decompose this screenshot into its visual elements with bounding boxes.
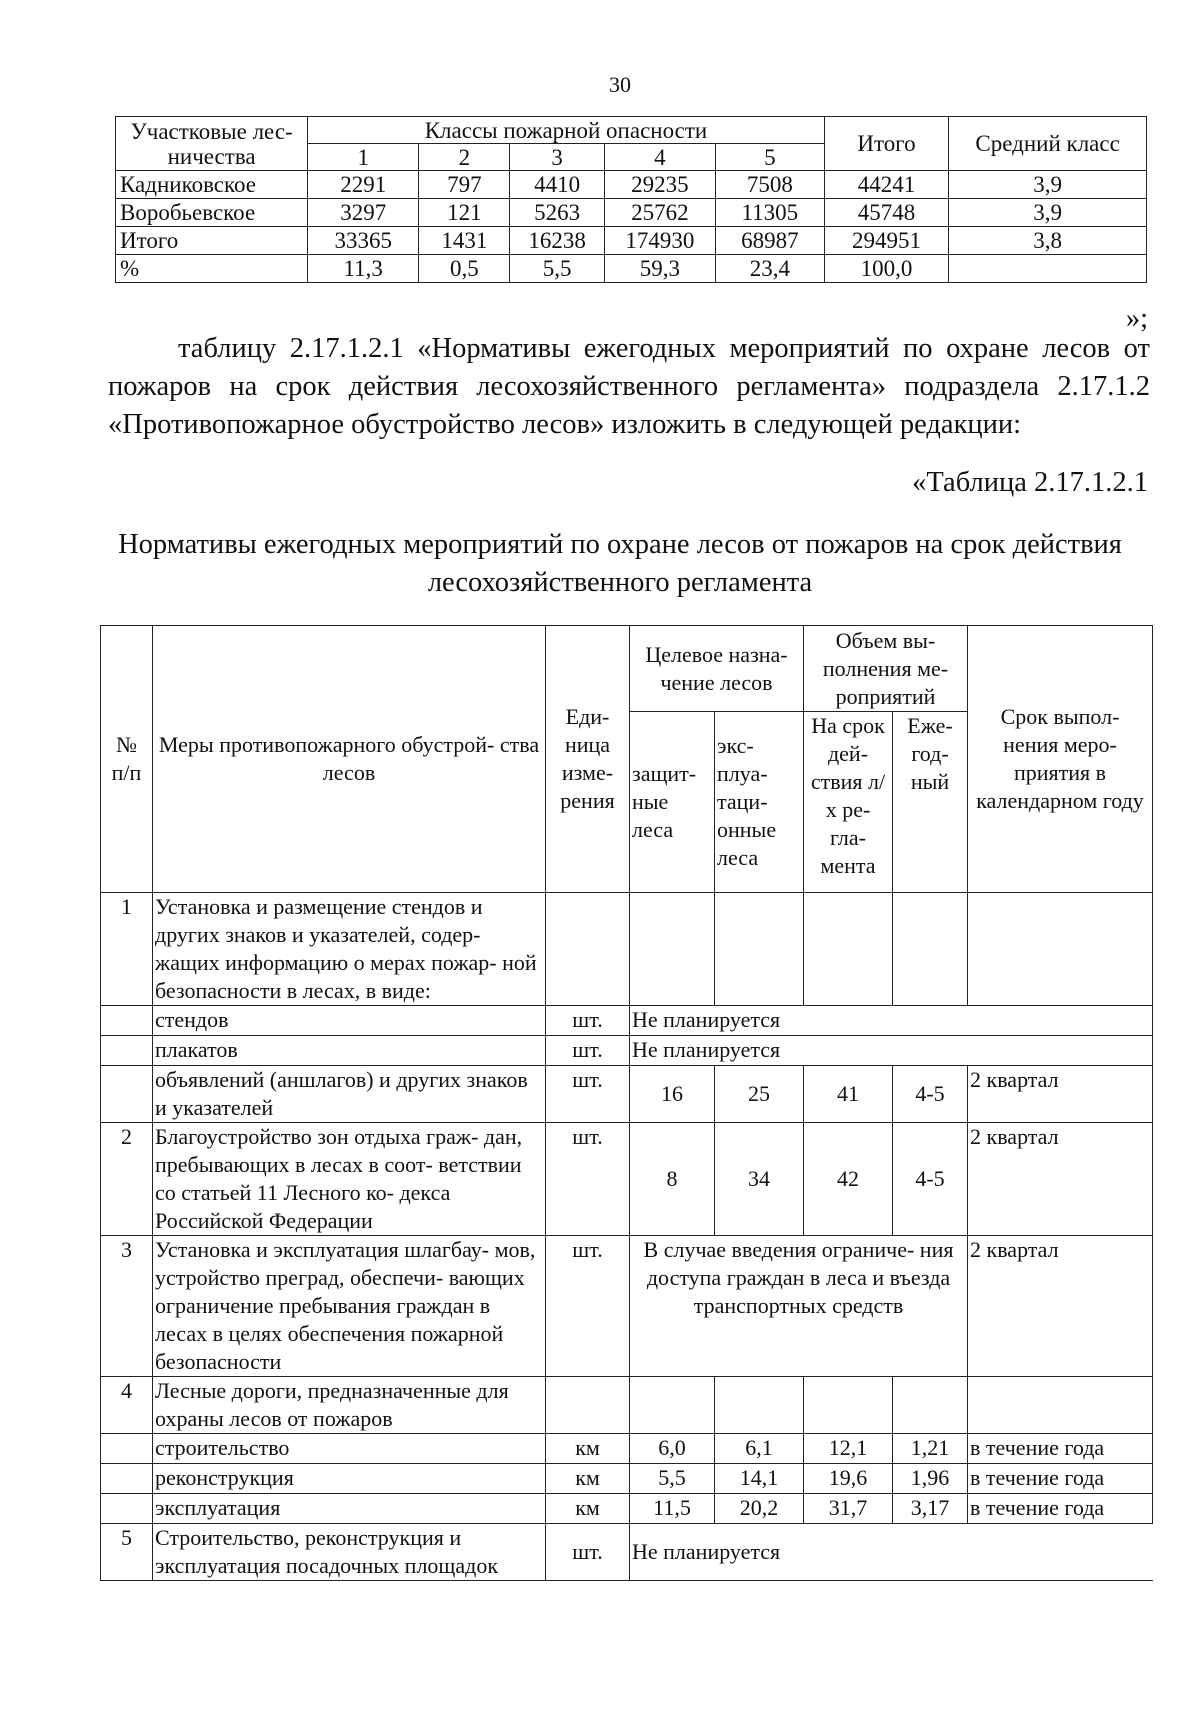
row-note: В случае введения ограниче- ния доступа граждан в леса и въезда транспортных средств — [630, 1236, 968, 1377]
class-5: 5 — [715, 144, 824, 171]
row-num: 1 — [101, 893, 153, 1006]
row-text: реконструкция — [153, 1464, 546, 1494]
row-protective: 8 — [630, 1123, 715, 1236]
class-4: 4 — [604, 144, 715, 171]
amendment-paragraph — [108, 330, 1150, 444]
cell: 121 — [419, 199, 510, 227]
row-term: 12,1 — [804, 1434, 893, 1464]
cell: 4410 — [510, 171, 604, 199]
row-note: Не планируется — [630, 1036, 1153, 1066]
row-text: Установка и размещение стендов и других знаков и указателей, содер- жащих информацию о мерах пожар- ной безопасности в лесах, в виде: — [153, 893, 546, 1006]
header-measures: Меры противопожарного обустрой- ства лесов — [153, 626, 546, 893]
cell: 100,0 — [824, 255, 948, 283]
header-num: № п/п — [101, 626, 153, 893]
header-annual: Еже- год- ный — [893, 712, 968, 893]
row-unit: шт. — [546, 1066, 630, 1123]
row-protective: 11,5 — [630, 1494, 715, 1524]
cell: 1431 — [419, 227, 510, 255]
table-row — [116, 171, 1147, 199]
row-num: 2 — [101, 1123, 153, 1236]
row-note: Не планируется — [630, 1006, 1153, 1036]
row-deadline: 2 квартал — [968, 1066, 1153, 1123]
table-row — [101, 1377, 1153, 1434]
row-text: строительство — [153, 1434, 546, 1464]
row-unit: км — [546, 1464, 630, 1494]
row-text: Установка и эксплуатация шлагбау- мов, устройство преград, обеспечи- вающих ограничение пребывания граждан в лесах в целях обеспечения пожарной безопасности — [153, 1236, 546, 1377]
table-row — [116, 227, 1147, 255]
row-exploitation: 34 — [715, 1123, 804, 1236]
cell — [949, 255, 1147, 283]
row-unit: шт. — [546, 1123, 630, 1236]
row-num: 5 — [101, 1524, 153, 1581]
header-protective: защит- ные леса — [630, 712, 715, 893]
heading-line-1: Нормативы ежегодных мероприятий по охране лесов от пожаров на срок действия — [118, 529, 1122, 560]
row-deadline: в течение года — [968, 1434, 1153, 1464]
table-row — [101, 1524, 1153, 1581]
row-annual: 1,96 — [893, 1464, 968, 1494]
cell: 2291 — [308, 171, 419, 199]
row-annual: 4-5 — [893, 1066, 968, 1123]
row-unit: шт. — [546, 1236, 630, 1377]
cell: 25762 — [604, 199, 715, 227]
header-avg-class: Средний класс — [949, 117, 1147, 171]
header-total: Итого — [824, 117, 948, 171]
table-reference: «Таблица 2.17.1.2.1 — [912, 467, 1148, 498]
class-1: 1 — [308, 144, 419, 171]
row-unit: км — [546, 1494, 630, 1524]
row-unit: км — [546, 1434, 630, 1464]
table-row — [101, 893, 1153, 1006]
cell: 23,4 — [715, 255, 824, 283]
cell: 44241 — [824, 171, 948, 199]
table-row — [101, 1123, 1153, 1236]
header-exploitation: экс- плуа- таци- онные леса — [715, 712, 804, 893]
row-name: Итого — [116, 227, 308, 255]
row-unit: шт. — [546, 1036, 630, 1066]
row-text: плакатов — [153, 1036, 546, 1066]
header-unit: Еди- ница изме- рения — [546, 626, 630, 893]
page-number: 30 — [609, 72, 631, 97]
row-text: объявлений (аншлагов) и других знаков и указателей — [153, 1066, 546, 1123]
fire-danger-table — [115, 116, 1147, 283]
table-row — [101, 1464, 1153, 1494]
cell: 7508 — [715, 171, 824, 199]
cell: 3,8 — [949, 227, 1147, 255]
row-text: Благоустройство зон отдыха граж- дан, пребывающих в лесах в соот- ветствии со статьей 11 Лесного ко- декса Российской Федерации — [153, 1123, 546, 1236]
header-purpose: Целевое назна- чение лесов — [630, 626, 804, 712]
closing-quote: »; — [1125, 303, 1148, 334]
row-deadline: в течение года — [968, 1494, 1153, 1524]
row-note: Не планируется — [630, 1524, 1153, 1581]
row-exploitation: 20,2 — [715, 1494, 804, 1524]
row-text: Лесные дороги, предназначенные для охраны лесов от пожаров — [153, 1377, 546, 1434]
table-row — [101, 1236, 1153, 1377]
table-row — [101, 1434, 1153, 1464]
class-2: 2 — [419, 144, 510, 171]
cell: 5,5 — [510, 255, 604, 283]
row-name: % — [116, 255, 308, 283]
cell: 45748 — [824, 199, 948, 227]
table-row — [101, 1066, 1153, 1123]
cell: 0,5 — [419, 255, 510, 283]
table-row — [101, 1494, 1153, 1524]
row-num: 3 — [101, 1236, 153, 1377]
row-exploitation: 6,1 — [715, 1434, 804, 1464]
row-term: 31,7 — [804, 1494, 893, 1524]
row-term: 41 — [804, 1066, 893, 1123]
table-row — [101, 1006, 1153, 1036]
header-forestry: Участковые лес- ничества — [116, 117, 308, 171]
table-row — [116, 255, 1147, 283]
row-unit: шт. — [546, 1524, 630, 1581]
row-num: 4 — [101, 1377, 153, 1434]
row-name: Воробьевское — [116, 199, 308, 227]
row-annual: 4-5 — [893, 1123, 968, 1236]
cell: 59,3 — [604, 255, 715, 283]
row-unit: шт. — [546, 1006, 630, 1036]
cell: 3297 — [308, 199, 419, 227]
cell: 16238 — [510, 227, 604, 255]
table-row — [101, 1036, 1153, 1066]
header-classes: Классы пожарной опасности — [308, 117, 825, 144]
heading-line-2: лесохозяйственного регламента — [427, 567, 813, 598]
row-exploitation: 25 — [715, 1066, 804, 1123]
cell: 3,9 — [949, 199, 1147, 227]
cell: 11305 — [715, 199, 824, 227]
table-row — [116, 199, 1147, 227]
class-3: 3 — [510, 144, 604, 171]
row-protective: 5,5 — [630, 1464, 715, 1494]
row-deadline: 2 квартал — [968, 1236, 1153, 1377]
cell: 11,3 — [308, 255, 419, 283]
cell: 3,9 — [949, 171, 1147, 199]
table-heading — [0, 526, 1200, 602]
header-volume: Объем вы- полнения ме- роприятий — [804, 626, 968, 712]
cell: 294951 — [824, 227, 948, 255]
row-term: 42 — [804, 1123, 893, 1236]
norms-table — [100, 625, 1153, 1581]
cell: 5263 — [510, 199, 604, 227]
paragraph-text: таблицу 2.17.1.2.1 «Нормативы ежегодных мероприятий по охране лесов от пожаров на срок действия лесохозяйственного регламента» подраздела 2.17.1.2 «Противопожарное обустройство лесов» изложить в следующей редакции: — [108, 333, 1150, 440]
row-exploitation: 14,1 — [715, 1464, 804, 1494]
row-deadline: в течение года — [968, 1464, 1153, 1494]
row-text: Строительство, реконструкция и эксплуатация посадочных площадок — [153, 1524, 546, 1581]
header-deadline: Срок выпол- нения меро- приятия в календарном году — [968, 626, 1153, 893]
row-deadline: 2 квартал — [968, 1123, 1153, 1236]
cell: 29235 — [604, 171, 715, 199]
row-annual: 1,21 — [893, 1434, 968, 1464]
row-text: эксплуатация — [153, 1494, 546, 1524]
cell: 174930 — [604, 227, 715, 255]
header-term: На срок дей- ствия л/х ре- гла- мента — [804, 712, 893, 893]
row-text: стендов — [153, 1006, 546, 1036]
row-annual: 3,17 — [893, 1494, 968, 1524]
row-term: 19,6 — [804, 1464, 893, 1494]
cell: 33365 — [308, 227, 419, 255]
row-protective: 6,0 — [630, 1434, 715, 1464]
cell: 68987 — [715, 227, 824, 255]
cell: 797 — [419, 171, 510, 199]
row-name: Кадниковское — [116, 171, 308, 199]
row-protective: 16 — [630, 1066, 715, 1123]
